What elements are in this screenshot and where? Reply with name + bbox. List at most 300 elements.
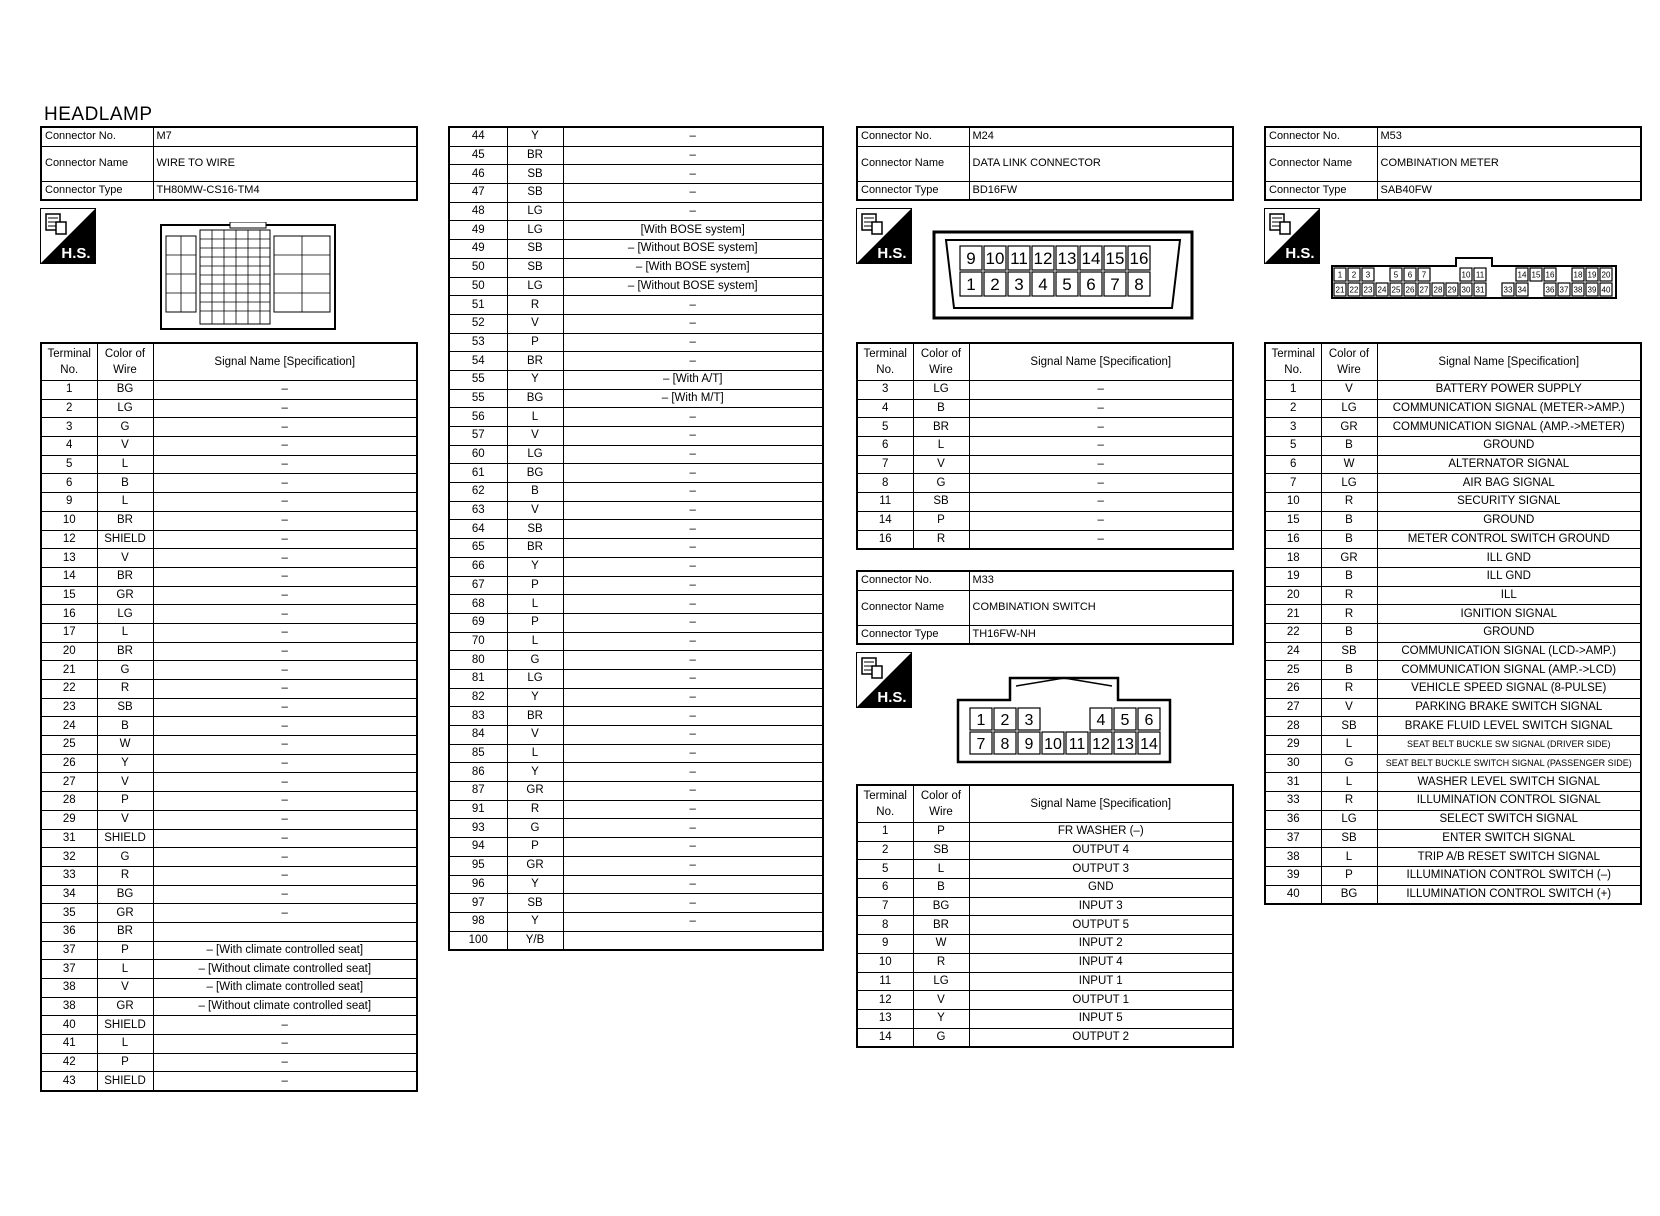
signal-name-cell: INPUT 2 xyxy=(969,935,1233,954)
wire-color-cell: BG xyxy=(1321,885,1377,904)
wire-color-cell: L xyxy=(1321,736,1377,755)
wire-color-cell: V xyxy=(97,810,153,829)
table-row xyxy=(41,437,417,456)
signal-name-cell: ILLUMINATION CONTROL SWITCH (–) xyxy=(1377,866,1641,885)
terminal-no-cell: 10 xyxy=(41,511,97,530)
table-row xyxy=(41,493,417,512)
connector-info-m24 xyxy=(856,126,1234,201)
signal-name-cell: OUTPUT 3 xyxy=(969,860,1233,879)
terminal-no-cell: 55 xyxy=(449,370,507,389)
connector-pin-label: 21 xyxy=(1335,285,1345,295)
terminal-no-cell: 21 xyxy=(1265,605,1321,624)
connector-face-m33 xyxy=(956,672,1172,764)
table-row xyxy=(449,501,823,520)
terminal-no-cell: 3 xyxy=(1265,418,1321,437)
wire-color-cell: V xyxy=(1321,381,1377,400)
connector-pin-label: 1 xyxy=(976,711,986,729)
table-row xyxy=(41,922,417,941)
signal-name-cell: GROUND xyxy=(1377,511,1641,530)
svg-text:H.S.: H.S. xyxy=(1285,245,1315,262)
table-row xyxy=(41,773,417,792)
connector-pin-label: 5 xyxy=(1393,270,1399,280)
terminal-no-cell: 1 xyxy=(41,381,97,400)
wire-color-cell: Y xyxy=(507,912,563,931)
signal-name-cell: – xyxy=(153,623,417,642)
table-row xyxy=(1265,698,1641,717)
signal-name-cell: – xyxy=(969,418,1233,437)
terminal-no-cell: 23 xyxy=(41,698,97,717)
connector-pin-label: 3 xyxy=(1024,711,1034,729)
wire-color-cell: V xyxy=(97,979,153,998)
hs-label: H.S. xyxy=(61,245,91,262)
signal-name-cell: – xyxy=(153,567,417,586)
connector-no-label: Connector No. xyxy=(857,571,969,590)
signal-name-cell: ILLUMINATION CONTROL SWITCH (+) xyxy=(1377,885,1641,904)
signal-name-cell: – xyxy=(563,819,823,838)
terminal-no-cell: 27 xyxy=(1265,698,1321,717)
table-row xyxy=(1265,680,1641,699)
terminal-no-cell: 14 xyxy=(857,511,913,530)
table-row xyxy=(857,991,1233,1010)
signal-name-cell: IGNITION SIGNAL xyxy=(1377,605,1641,624)
connector-pin-label: 15 xyxy=(1105,249,1125,269)
connector-pin-label: 9 xyxy=(1024,735,1034,753)
terminal-no-cell: 54 xyxy=(449,352,507,371)
wire-color-cell: G xyxy=(913,1028,969,1047)
wire-color-cell: Y xyxy=(507,370,563,389)
terminal-no-cell: 100 xyxy=(449,931,507,950)
terminal-no-cell: 28 xyxy=(41,792,97,811)
terminal-no-cell: 66 xyxy=(449,557,507,576)
signal-name-cell: – xyxy=(969,381,1233,400)
table-row xyxy=(857,1009,1233,1028)
wire-color-cell: L xyxy=(507,408,563,427)
terminal-no-cell: 8 xyxy=(857,474,913,493)
wire-color-cell: LG xyxy=(1321,474,1377,493)
terminal-no-cell: 6 xyxy=(41,474,97,493)
wire-color-cell: B xyxy=(97,717,153,736)
terminal-no-cell: 41 xyxy=(41,1035,97,1054)
table-row xyxy=(449,314,823,333)
connector-pin-label: 11 xyxy=(1475,270,1485,280)
harness-side-icon xyxy=(40,208,96,264)
table-row xyxy=(41,979,417,998)
wire-color-cell: BR xyxy=(507,352,563,371)
table-row xyxy=(449,819,823,838)
signal-name-cell: – xyxy=(563,856,823,875)
wire-color-cell: GR xyxy=(97,904,153,923)
connector-pin-label: 31 xyxy=(1475,285,1485,295)
connector-info-m33 xyxy=(856,570,1234,645)
wire-color-cell: G xyxy=(507,651,563,670)
wire-color-cell: LG xyxy=(507,669,563,688)
terminal-table-m7 xyxy=(40,342,418,1092)
connector-pin-label: 6 xyxy=(1407,270,1413,280)
terminal-no-cell: 94 xyxy=(449,838,507,857)
terminal-no-cell: 21 xyxy=(41,661,97,680)
table-row xyxy=(449,445,823,464)
terminal-no-cell: 22 xyxy=(1265,623,1321,642)
wire-color-cell: GR xyxy=(507,782,563,801)
signal-name-cell: – xyxy=(563,501,823,520)
signal-name-cell: – xyxy=(563,838,823,857)
table-row xyxy=(449,184,823,203)
wire-color-cell: W xyxy=(1321,455,1377,474)
signal-name-cell: – [With M/T] xyxy=(563,389,823,408)
signal-name-cell: – xyxy=(563,483,823,502)
wire-color-cell: BR xyxy=(507,146,563,165)
wire-color-cell: B xyxy=(913,399,969,418)
terminal-no-cell: 30 xyxy=(1265,754,1321,773)
connector-pin-label: 23 xyxy=(1363,285,1373,295)
signal-name-cell: SEAT BELT BUCKLE SW SIGNAL (DRIVER SIDE) xyxy=(1377,736,1641,755)
wire-color-cell: L xyxy=(97,960,153,979)
wire-color-cell: LG xyxy=(1321,399,1377,418)
connector-pin-label: 20 xyxy=(1601,270,1611,280)
signal-name-cell: – [Without climate controlled seat] xyxy=(153,960,417,979)
connector-pin-label: 24 xyxy=(1377,285,1387,295)
terminal-no-cell: 29 xyxy=(1265,736,1321,755)
terminal-no-cell: 2 xyxy=(1265,399,1321,418)
signal-name-cell: – xyxy=(969,399,1233,418)
connector-name-label: Connector Name xyxy=(41,146,153,181)
terminal-no-cell: 9 xyxy=(41,493,97,512)
wire-color-cell: V xyxy=(913,455,969,474)
signal-name-cell: METER CONTROL SWITCH GROUND xyxy=(1377,530,1641,549)
wire-color-cell: GR xyxy=(1321,418,1377,437)
table-row xyxy=(1265,810,1641,829)
signal-name-cell: – xyxy=(969,455,1233,474)
table-row xyxy=(1265,754,1641,773)
table-row xyxy=(449,726,823,745)
connector-pin-label: 13 xyxy=(1116,735,1134,753)
table-row xyxy=(1265,455,1641,474)
wire-color-cell: V xyxy=(97,773,153,792)
table-row xyxy=(1265,586,1641,605)
wire-color-cell: B xyxy=(507,483,563,502)
connector-type-label: Connector Type xyxy=(857,625,969,644)
signal-name-cell: – xyxy=(563,726,823,745)
terminal-no-cell: 7 xyxy=(857,455,913,474)
table-row xyxy=(1265,381,1641,400)
table-row xyxy=(857,437,1233,456)
table-row xyxy=(857,511,1233,530)
terminal-no-cell: 87 xyxy=(449,782,507,801)
signal-name-cell: – xyxy=(563,894,823,913)
table-row xyxy=(857,493,1233,512)
terminal-no-cell: 28 xyxy=(1265,717,1321,736)
table-row xyxy=(449,427,823,446)
signal-name-cell: – xyxy=(153,754,417,773)
table-row xyxy=(41,1072,417,1091)
signal-name-cell: – xyxy=(153,493,417,512)
table-row xyxy=(41,642,417,661)
wire-color-cell: SB xyxy=(1321,717,1377,736)
wire-color-cell: R xyxy=(97,680,153,699)
connector-pin-label: 8 xyxy=(1000,735,1010,753)
harness-side-icon xyxy=(856,652,912,708)
signal-name-cell: – xyxy=(563,520,823,539)
wire-color-cell: LG xyxy=(97,605,153,624)
table-row xyxy=(41,866,417,885)
wire-color-cell: SB xyxy=(913,493,969,512)
wire-color-cell: R xyxy=(507,296,563,315)
harness-side-icon xyxy=(1264,208,1320,264)
table-row xyxy=(1265,437,1641,456)
terminal-no-cell: 35 xyxy=(41,904,97,923)
table-row xyxy=(449,931,823,950)
table-row xyxy=(41,754,417,773)
connector-type-value: TH80MW-CS16-TM4 xyxy=(153,181,417,200)
terminal-no-cell: 14 xyxy=(857,1028,913,1047)
terminal-table-m7-continued xyxy=(448,126,824,951)
terminal-no-cell: 8 xyxy=(857,916,913,935)
connector-pin-label: 27 xyxy=(1419,285,1429,295)
wire-color-cell: R xyxy=(97,866,153,885)
terminal-no-cell: 16 xyxy=(41,605,97,624)
terminal-no-cell: 56 xyxy=(449,408,507,427)
table-row xyxy=(41,829,417,848)
wire-color-cell: V xyxy=(97,549,153,568)
wire-color-cell: BR xyxy=(507,707,563,726)
signal-name-cell: – xyxy=(153,810,417,829)
wire-color-cell: GR xyxy=(1321,549,1377,568)
table-row xyxy=(1265,866,1641,885)
signal-name-cell: – xyxy=(153,904,417,923)
table-row xyxy=(41,960,417,979)
wire-color-cell: V xyxy=(97,437,153,456)
connector-pin-label: 11 xyxy=(1068,735,1086,753)
terminal-no-cell: 17 xyxy=(41,623,97,642)
terminal-no-cell: 45 xyxy=(449,146,507,165)
terminal-no-cell: 11 xyxy=(857,972,913,991)
table-row xyxy=(449,557,823,576)
wire-color-cell: SB xyxy=(913,841,969,860)
table-row xyxy=(1265,661,1641,680)
connector-pin-label: 16 xyxy=(1545,270,1555,280)
terminal-no-cell: 4 xyxy=(41,437,97,456)
table-row xyxy=(857,841,1233,860)
page-title: HEADLAMP xyxy=(44,104,153,125)
wire-color-cell: G xyxy=(97,418,153,437)
table-row xyxy=(857,935,1233,954)
wire-color-cell: BR xyxy=(913,418,969,437)
terminal-no-cell: 5 xyxy=(1265,437,1321,456)
wire-color-cell: R xyxy=(1321,586,1377,605)
signal-name-cell: AIR BAG SIGNAL xyxy=(1377,474,1641,493)
terminal-no-cell: 97 xyxy=(449,894,507,913)
wire-color-cell: B xyxy=(1321,567,1377,586)
signal-name-cell: FR WASHER (–) xyxy=(969,823,1233,842)
signal-name-cell: – [Without BOSE system] xyxy=(563,277,823,296)
connector-pin-label: 1 xyxy=(966,275,976,295)
terminal-no-cell: 49 xyxy=(449,221,507,240)
connector-type-value: BD16FW xyxy=(969,181,1233,200)
signal-name-cell: – xyxy=(563,184,823,203)
terminal-no-cell: 67 xyxy=(449,576,507,595)
table-row xyxy=(449,389,823,408)
connector-pin-label: 2 xyxy=(990,275,1000,295)
connector-pin-label: 18 xyxy=(1573,270,1583,280)
table-row xyxy=(41,997,417,1016)
table-row xyxy=(1265,642,1641,661)
signal-name-cell: – xyxy=(563,669,823,688)
connector-pin-label: 22 xyxy=(1349,285,1359,295)
connector-name-value: COMBINATION SWITCH xyxy=(969,590,1233,625)
table-row xyxy=(857,823,1233,842)
signal-name-cell: – xyxy=(563,744,823,763)
terminal-no-cell: 10 xyxy=(857,953,913,972)
table-row xyxy=(1265,474,1641,493)
table-row xyxy=(1265,418,1641,437)
connector-name-label: Connector Name xyxy=(857,146,969,181)
wire-color-cell: SHIELD xyxy=(97,829,153,848)
wire-color-cell: L xyxy=(1321,773,1377,792)
signal-name-cell: – xyxy=(563,613,823,632)
table-row xyxy=(41,717,417,736)
signal-name-cell: – xyxy=(153,549,417,568)
table-row xyxy=(41,399,417,418)
signal-name-cell: – xyxy=(153,605,417,624)
table-row xyxy=(1265,493,1641,512)
terminal-no-cell: 22 xyxy=(41,680,97,699)
terminal-no-cell: 2 xyxy=(41,399,97,418)
wire-color-cell: BG xyxy=(97,381,153,400)
terminal-no-cell: 51 xyxy=(449,296,507,315)
signal-name-cell: – xyxy=(563,127,823,146)
signal-name-cell: – xyxy=(153,698,417,717)
connector-pin-label: 30 xyxy=(1461,285,1471,295)
wire-color-cell: GR xyxy=(97,586,153,605)
table-row xyxy=(449,744,823,763)
signal-name-cell xyxy=(153,922,417,941)
table-row xyxy=(449,202,823,221)
wire-color-cell: L xyxy=(507,744,563,763)
connector-pin-label: 10 xyxy=(1044,735,1062,753)
terminal-no-header: Terminal No. xyxy=(857,343,913,381)
table-row xyxy=(1265,623,1641,642)
terminal-no-cell: 68 xyxy=(449,595,507,614)
terminal-no-cell: 36 xyxy=(1265,810,1321,829)
signal-name-cell: – xyxy=(153,1016,417,1035)
table-row xyxy=(857,455,1233,474)
connector-pin-label: 33 xyxy=(1503,285,1513,295)
terminal-no-cell: 33 xyxy=(1265,792,1321,811)
wire-color-cell: P xyxy=(913,823,969,842)
terminal-no-cell: 13 xyxy=(41,549,97,568)
wire-color-cell: GR xyxy=(97,997,153,1016)
signal-name-cell: – xyxy=(563,445,823,464)
connector-pin-label: 34 xyxy=(1517,285,1527,295)
signal-name-cell: OUTPUT 2 xyxy=(969,1028,1233,1047)
table-row xyxy=(41,1016,417,1035)
connector-pin-label: 40 xyxy=(1601,285,1611,295)
signal-name-cell: INPUT 5 xyxy=(969,1009,1233,1028)
signal-name-cell: – [With BOSE system] xyxy=(563,258,823,277)
terminal-no-cell: 1 xyxy=(1265,381,1321,400)
signal-name-cell: INPUT 3 xyxy=(969,897,1233,916)
terminal-no-cell: 25 xyxy=(41,736,97,755)
terminal-no-cell: 65 xyxy=(449,539,507,558)
table-row xyxy=(857,953,1233,972)
wire-color-cell: Y xyxy=(97,754,153,773)
wire-color-cell: BG xyxy=(97,885,153,904)
connector-type-value: SAB40FW xyxy=(1377,181,1641,200)
signal-name-cell: BATTERY POWER SUPPLY xyxy=(1377,381,1641,400)
wire-color-cell: P xyxy=(913,511,969,530)
terminal-no-cell: 31 xyxy=(41,829,97,848)
signal-name-cell: – xyxy=(153,418,417,437)
table-row xyxy=(41,418,417,437)
terminal-no-cell: 11 xyxy=(857,493,913,512)
terminal-no-cell: 62 xyxy=(449,483,507,502)
signal-name-cell: – xyxy=(563,557,823,576)
connector-pin-label: 25 xyxy=(1391,285,1401,295)
terminal-no-cell: 24 xyxy=(41,717,97,736)
table-row xyxy=(41,941,417,960)
signal-name-cell: – [With A/T] xyxy=(563,370,823,389)
wire-color-cell: Y xyxy=(507,875,563,894)
terminal-no-cell: 80 xyxy=(449,651,507,670)
table-row xyxy=(449,838,823,857)
terminal-no-cell: 60 xyxy=(449,445,507,464)
wire-color-cell: P xyxy=(97,941,153,960)
connector-name-label: Connector Name xyxy=(857,590,969,625)
table-row xyxy=(449,483,823,502)
wire-color-cell: B xyxy=(1321,530,1377,549)
terminal-no-cell: 16 xyxy=(1265,530,1321,549)
wire-color-cell: L xyxy=(913,437,969,456)
wire-color-cell: G xyxy=(1321,754,1377,773)
table-row xyxy=(1265,717,1641,736)
terminal-no-cell: 29 xyxy=(41,810,97,829)
wire-color-cell: P xyxy=(97,1053,153,1072)
terminal-no-cell: 40 xyxy=(41,1016,97,1035)
terminal-no-cell: 26 xyxy=(1265,680,1321,699)
signal-name-cell: – xyxy=(153,866,417,885)
signal-name-cell: – xyxy=(153,586,417,605)
connector-pin-label: 6 xyxy=(1144,711,1154,729)
table-row xyxy=(1265,736,1641,755)
signal-name-cell: – xyxy=(563,165,823,184)
signal-name-cell: – xyxy=(153,381,417,400)
table-row xyxy=(449,296,823,315)
terminal-no-cell: 26 xyxy=(41,754,97,773)
terminal-no-cell: 61 xyxy=(449,464,507,483)
connector-no-value: M53 xyxy=(1377,127,1641,146)
signal-name-cell: ALTERNATOR SIGNAL xyxy=(1377,455,1641,474)
connector-type-value: TH16FW-NH xyxy=(969,625,1233,644)
connector-pin-label: 3 xyxy=(1014,275,1024,295)
wire-color-cell: LG xyxy=(507,445,563,464)
terminal-no-header: Terminal No. xyxy=(857,785,913,823)
color-of-wire-header: Color of Wire xyxy=(913,785,969,823)
wire-color-cell: SB xyxy=(507,894,563,913)
wire-color-cell: BR xyxy=(97,922,153,941)
table-row xyxy=(449,576,823,595)
signal-name-cell: – xyxy=(563,539,823,558)
signal-name-cell: – [With climate controlled seat] xyxy=(153,979,417,998)
terminal-no-cell: 50 xyxy=(449,277,507,296)
signal-name-cell: – xyxy=(153,642,417,661)
table-row xyxy=(857,972,1233,991)
terminal-no-cell: 12 xyxy=(41,530,97,549)
table-row xyxy=(857,897,1233,916)
table-row xyxy=(857,399,1233,418)
connector-pin-label: 15 xyxy=(1531,270,1541,280)
wire-color-cell: R xyxy=(1321,493,1377,512)
wire-color-cell: SB xyxy=(507,520,563,539)
